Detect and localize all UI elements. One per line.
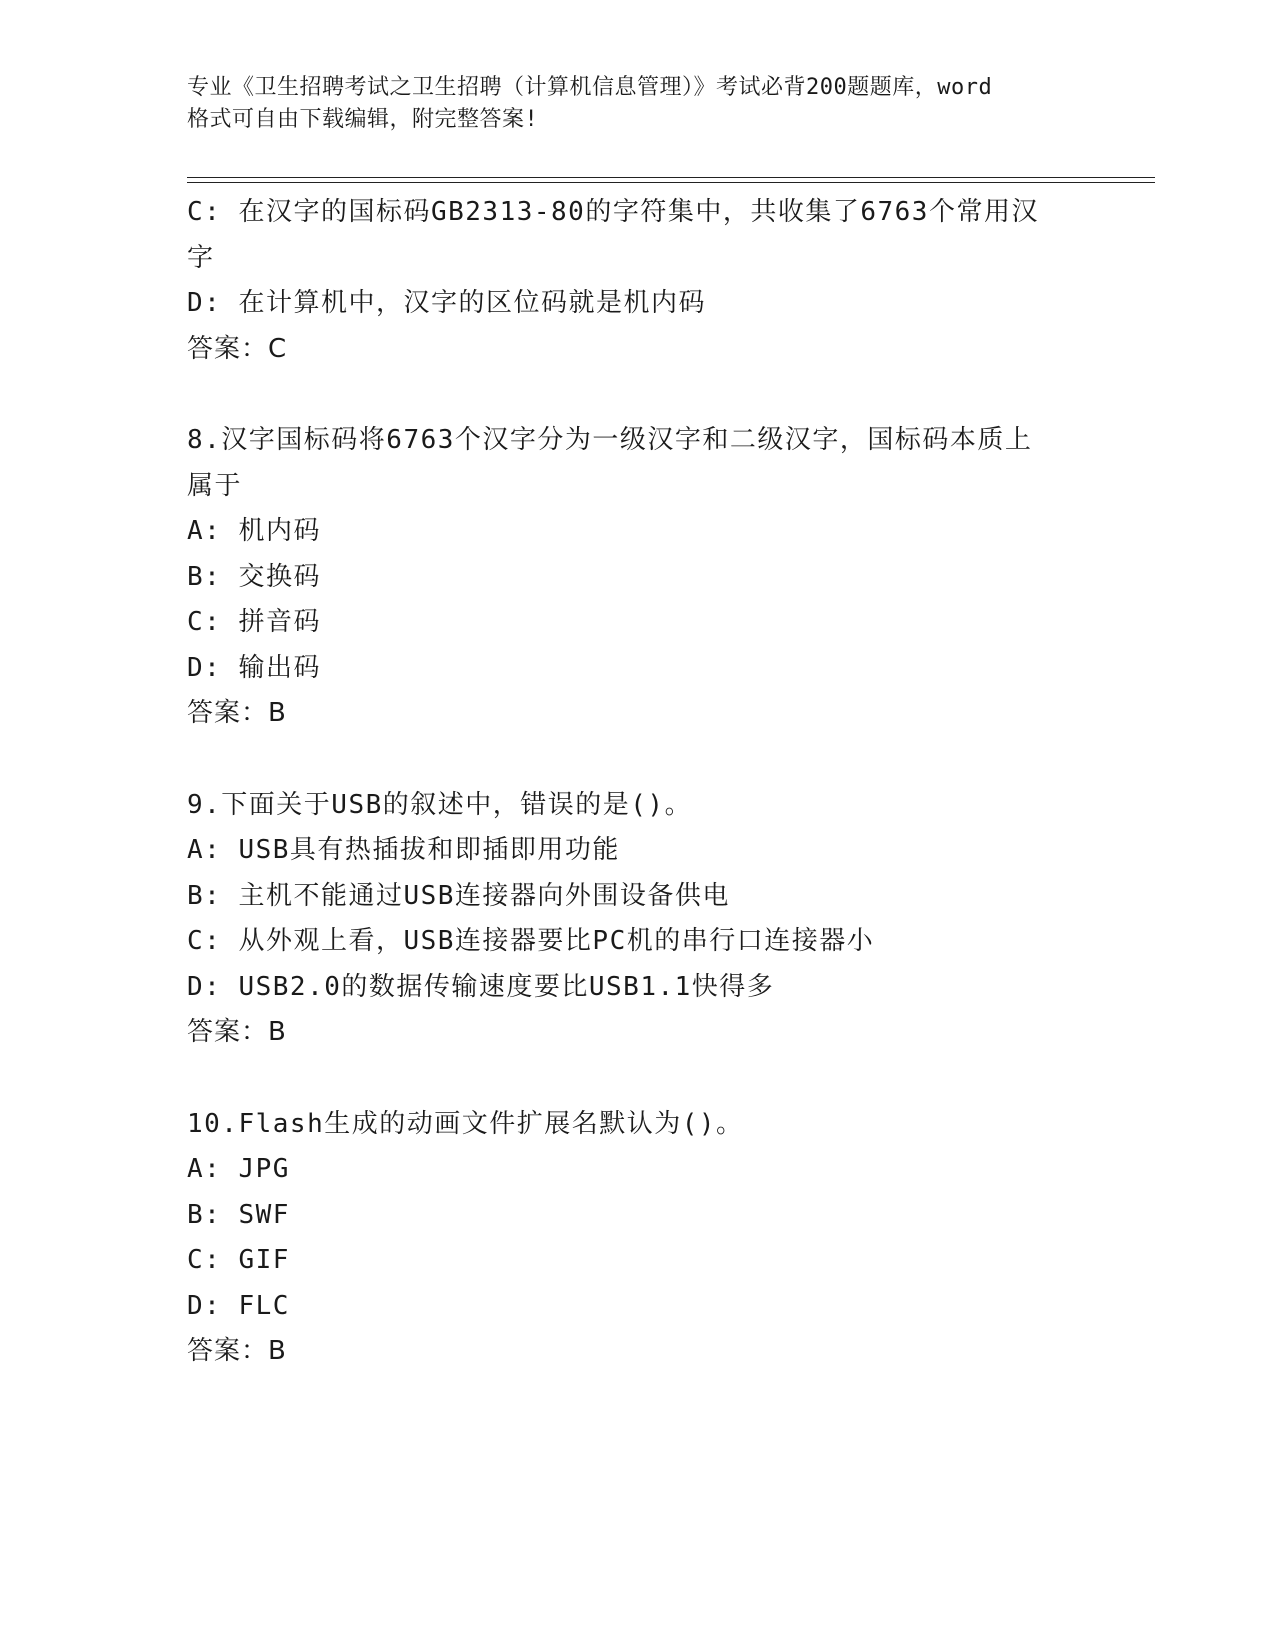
option-d: D: FLC: [187, 1290, 290, 1321]
option-a: A: JPG: [187, 1154, 290, 1184]
question-stem: 8.汉字国标码将6763个汉字分为一级汉字和二级汉字，国标码本质上: [187, 425, 1033, 455]
option-c: C: 在汉字的国标码GB2313-80的字符集中，共收集了6763个常用汉: [187, 197, 1039, 227]
option-b: B: SWF: [187, 1199, 290, 1230]
document-header: [187, 72, 1087, 136]
header-line-1: 专业《卫生招聘考试之卫生招聘（计算机信息管理）》考试必背200题题库，word: [187, 75, 993, 100]
option-c: C: 从外观上看，USB连接器要比PC机的串行口连接器小: [187, 926, 875, 956]
question-stem-wrap: 属于: [187, 470, 243, 501]
document-body: [187, 190, 1087, 1375]
continued-question: [187, 190, 1087, 372]
header-divider-top: [187, 177, 1155, 178]
option-d: D: USB2.0的数据传输速度要比USB1.1快得多: [187, 971, 775, 1002]
answer: 答案：C: [187, 333, 288, 364]
question-stem: 9.下面关于USB的叙述中，错误的是()。: [187, 789, 693, 820]
answer: 答案：B: [187, 698, 287, 728]
option-a: A: USB具有热插拔和即插即用功能: [187, 835, 620, 865]
header-divider-bottom: [187, 182, 1155, 183]
option-b: B: 主机不能通过USB连接器向外围设备供电: [187, 880, 730, 911]
header-line-2: 格式可自由下载编辑，附完整答案!: [187, 107, 539, 132]
option-a: A: 机内码: [187, 516, 321, 546]
option-c: C: 拼音码: [187, 607, 321, 637]
option-c-wrap: 字: [187, 242, 215, 273]
answer: 答案：B: [187, 1336, 287, 1366]
option-d: D: 输出码: [187, 652, 321, 683]
question-9: [187, 783, 1087, 1056]
option-d: D: 在计算机中，汉字的区位码就是机内码: [187, 288, 706, 318]
question-10: [187, 1102, 1087, 1375]
answer: 答案：B: [187, 1017, 287, 1047]
question-8: [187, 418, 1087, 737]
option-b: B: 交换码: [187, 561, 321, 592]
option-c: C: GIF: [187, 1245, 290, 1275]
question-stem: 10.Flash生成的动画文件扩展名默认为()。: [187, 1108, 744, 1139]
